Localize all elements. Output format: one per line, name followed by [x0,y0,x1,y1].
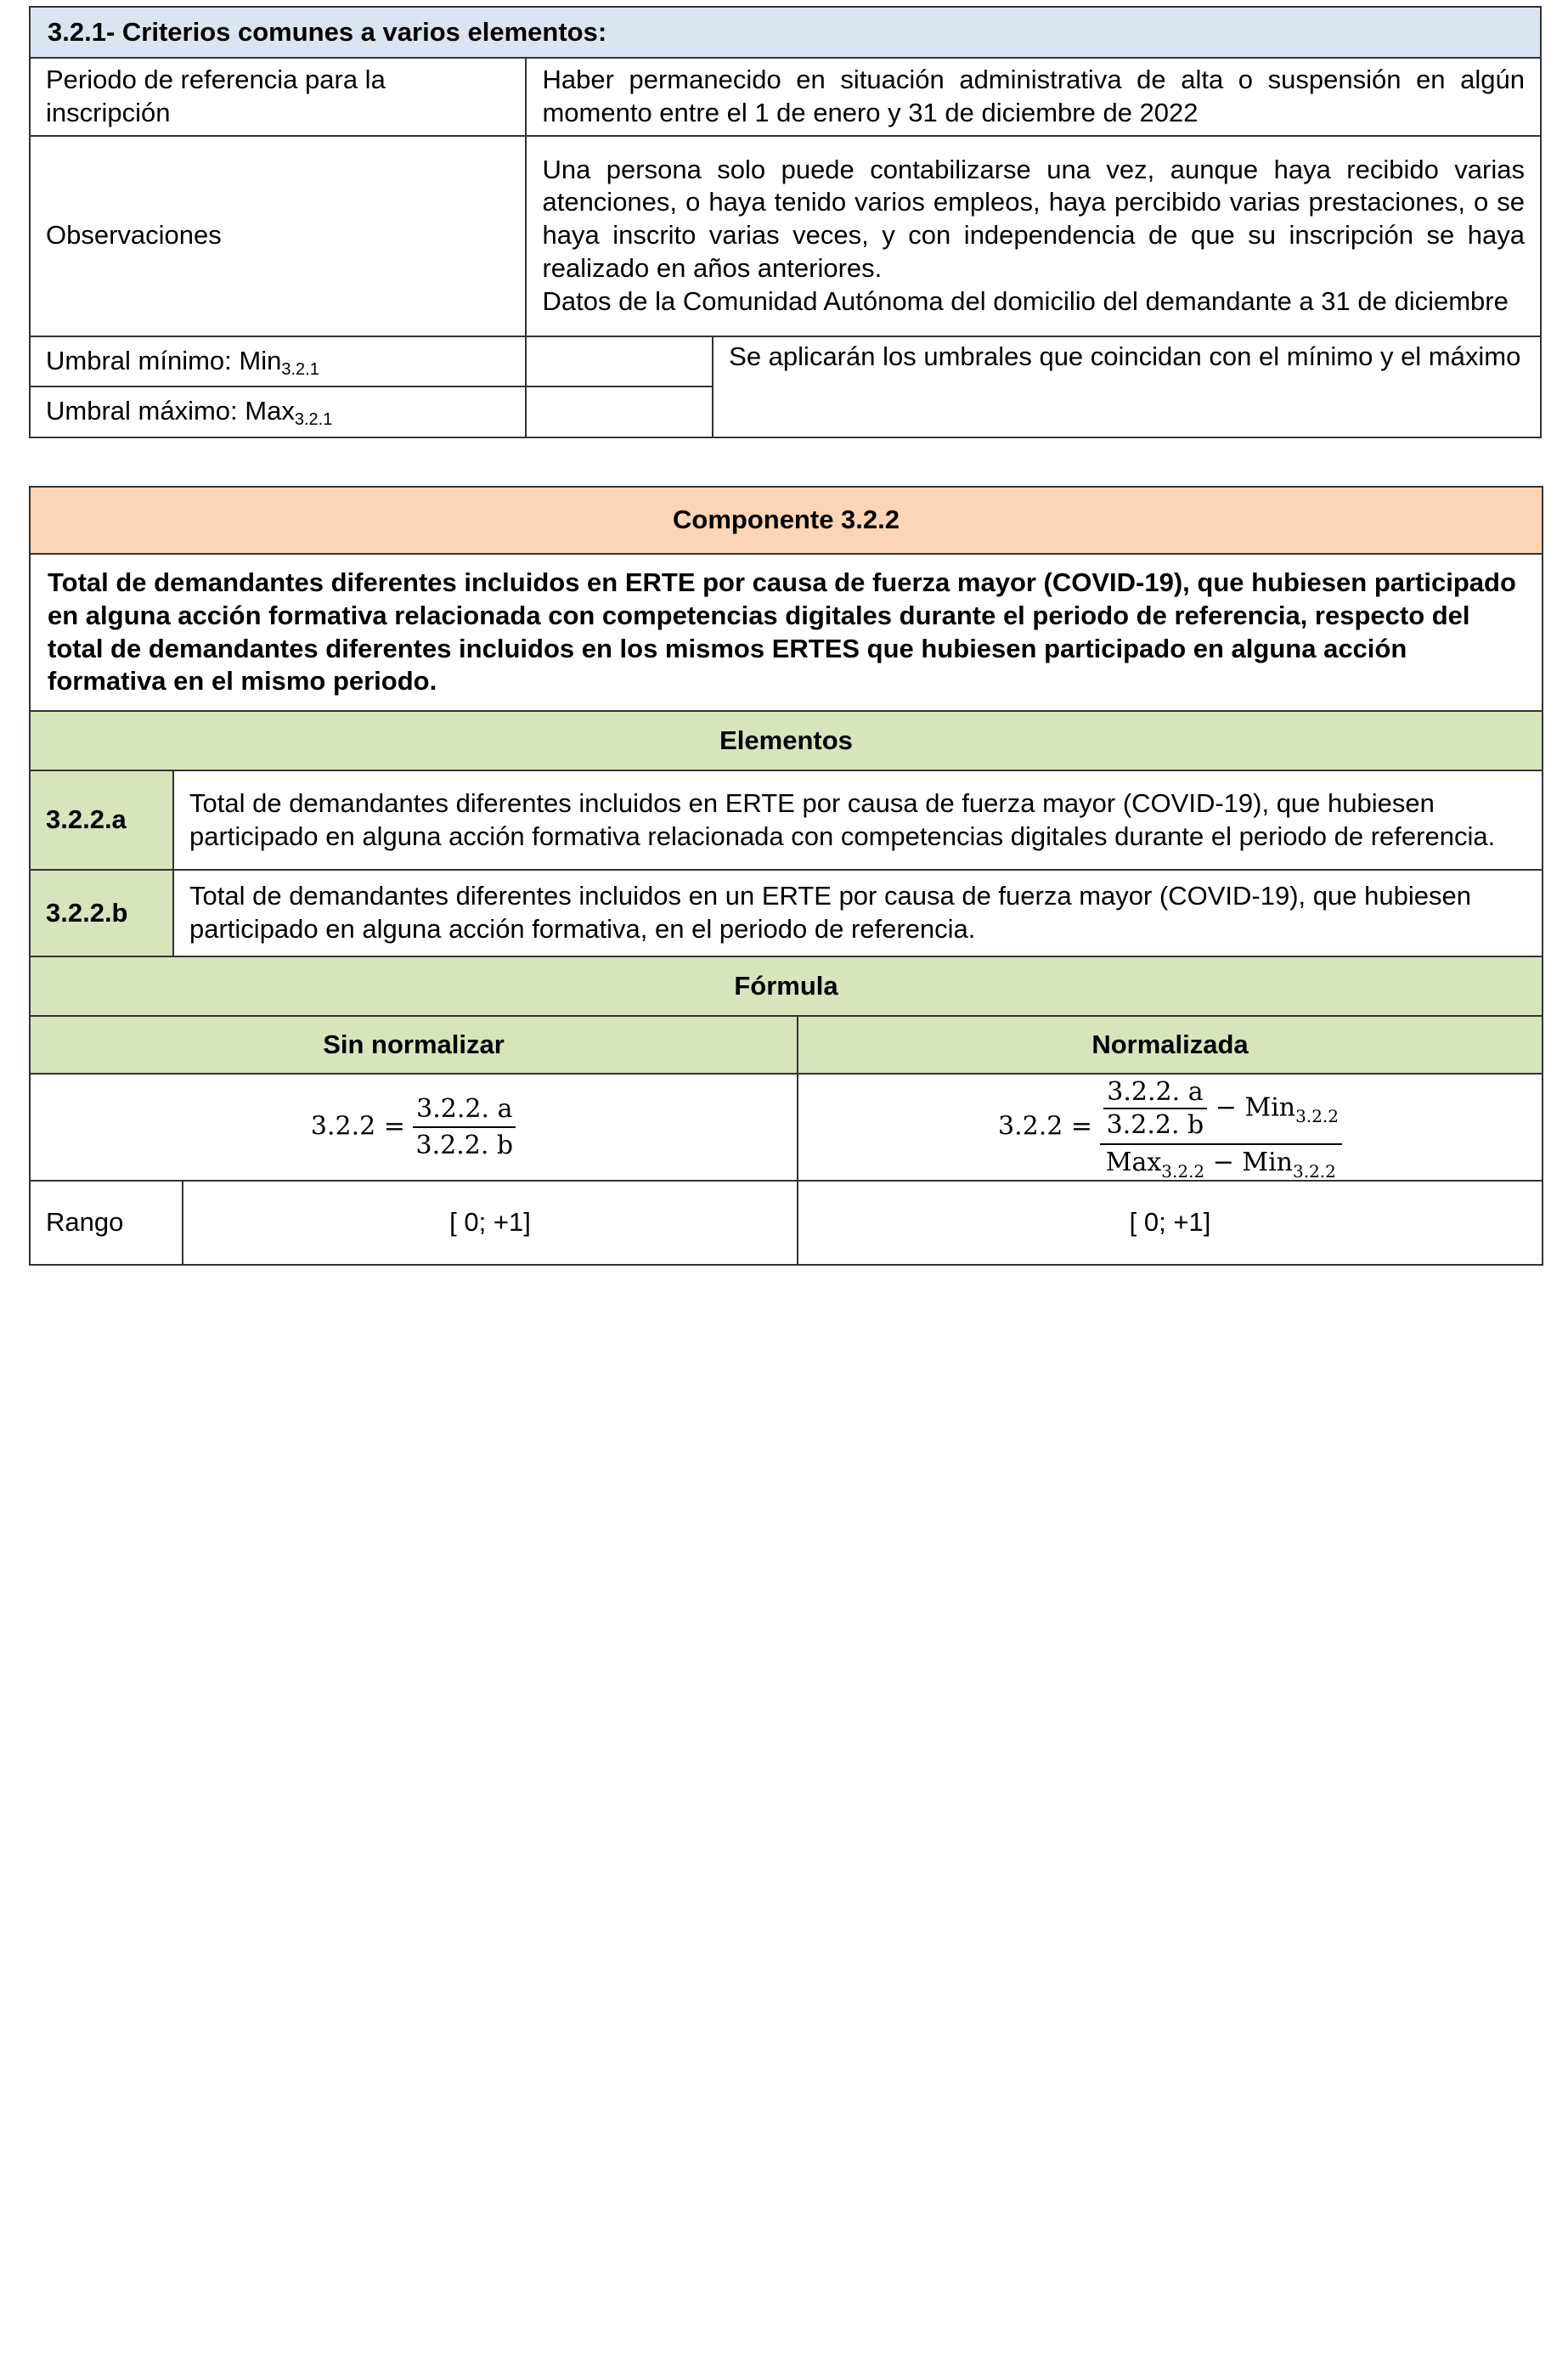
element-row [30,770,1543,870]
max-threshold-label: Umbral máximo: Max3.2.1 [30,386,526,437]
max-threshold-value [526,386,713,437]
threshold-note: Se aplicarán los umbrales que coincidan con el mínimo y el máximo [713,336,1541,437]
min-threshold-value [526,336,713,386]
period-value: Haber permanecido en situación administrativa de alta o suspensión en algún momento entre el 1 de enero y 31 de diciembre de 2022 [526,58,1541,136]
norm-den-minus-min: − Min [1204,1147,1293,1177]
range-label: Rango [30,1181,183,1265]
element-row [30,870,1543,956]
raw-header: Sin normalizar [30,1016,798,1074]
elements-header: Elementos [30,711,1543,770]
criteria-table [29,6,1542,438]
element-text: Total de demandantes diferentes incluidos en un ERTE por causa de fuerza mayor (COVID-19), que hubiesen participado en alguna acción formativa, en el periodo de referencia. [173,870,1543,956]
norm-inner-numerator: 3.2.2. a [1103,1076,1206,1110]
min-threshold-label: Umbral mínimo: Min3.2.1 [30,336,526,386]
norm-formula-fraction: $\frac{3.2.2. a}{3.2.2. b}$ − Min$_{3.2.2}$ Max$_{3.2.2}$ − Min$_{3.2.2}$ [1100,1076,1342,1179]
observations-value [526,136,1541,336]
raw-formula-fraction [413,1093,517,1162]
observations-paragraph: Datos de la Comunidad Autónoma del domicilio del demandante a 31 de diciembre [542,285,1509,316]
observations-label: Observaciones [30,136,526,336]
raw-formula-lhs: 3.2.2 = [310,1111,405,1142]
component-title: Componente 3.2.2 [30,487,1543,554]
element-text: Total de demandantes diferentes incluidos en ERTE por causa de fuerza mayor (COVID-19), que hubiesen participado en alguna acción formativa relacionada con competencias digitales durante el periodo de referencia. [173,770,1543,870]
component-table [29,486,1543,1266]
period-label: Periodo de referencia para la inscripción [30,58,526,136]
normalized-header: Normalizada [798,1016,1543,1074]
observations-paragraph: Una persona solo puede contabilizarse una vez, aunque haya recibido varias atenciones, o haya tenido varios empleos, haya percibido varias prestaciones, o se haya inscrito varias veces, y con independencia de que su inscripción se haya realizado en años anteriores. [542,154,1525,283]
range-raw: [ 0; +1] [183,1181,798,1265]
norm-inner-denominator: 3.2.2. b [1106,1110,1204,1141]
range-normalized: [ 0; +1] [798,1181,1543,1265]
norm-formula-lhs: 3.2.2 = [998,1111,1093,1142]
criteria-title: 3.2.1- Criterios comunes a varios elementos: [30,7,1541,58]
normalized-formula [798,1074,1543,1181]
element-code: 3.2.2.b [30,870,173,956]
norm-minus-min: − Min [1215,1092,1296,1123]
component-description: Total de demandantes diferentes incluidos en ERTE por causa de fuerza mayor (COVID-19), que hubiesen participado en alguna acción formativa relacionada con competencias digitales durante el periodo de referencia, respecto del total de demandantes diferentes incluidos en los mismos ERTES que hubiesen participado en alguna acción formativa en el mismo periodo. [30,554,1543,711]
formula-header: Fórmula [30,956,1543,1016]
element-code: 3.2.2.a [30,770,173,870]
norm-inner-fraction [1103,1076,1208,1142]
raw-formula [30,1074,798,1181]
norm-den-max: Max [1105,1147,1162,1177]
raw-formula-denominator: 3.2.2. b [415,1131,514,1160]
raw-formula-numerator: 3.2.2. a [413,1093,516,1129]
